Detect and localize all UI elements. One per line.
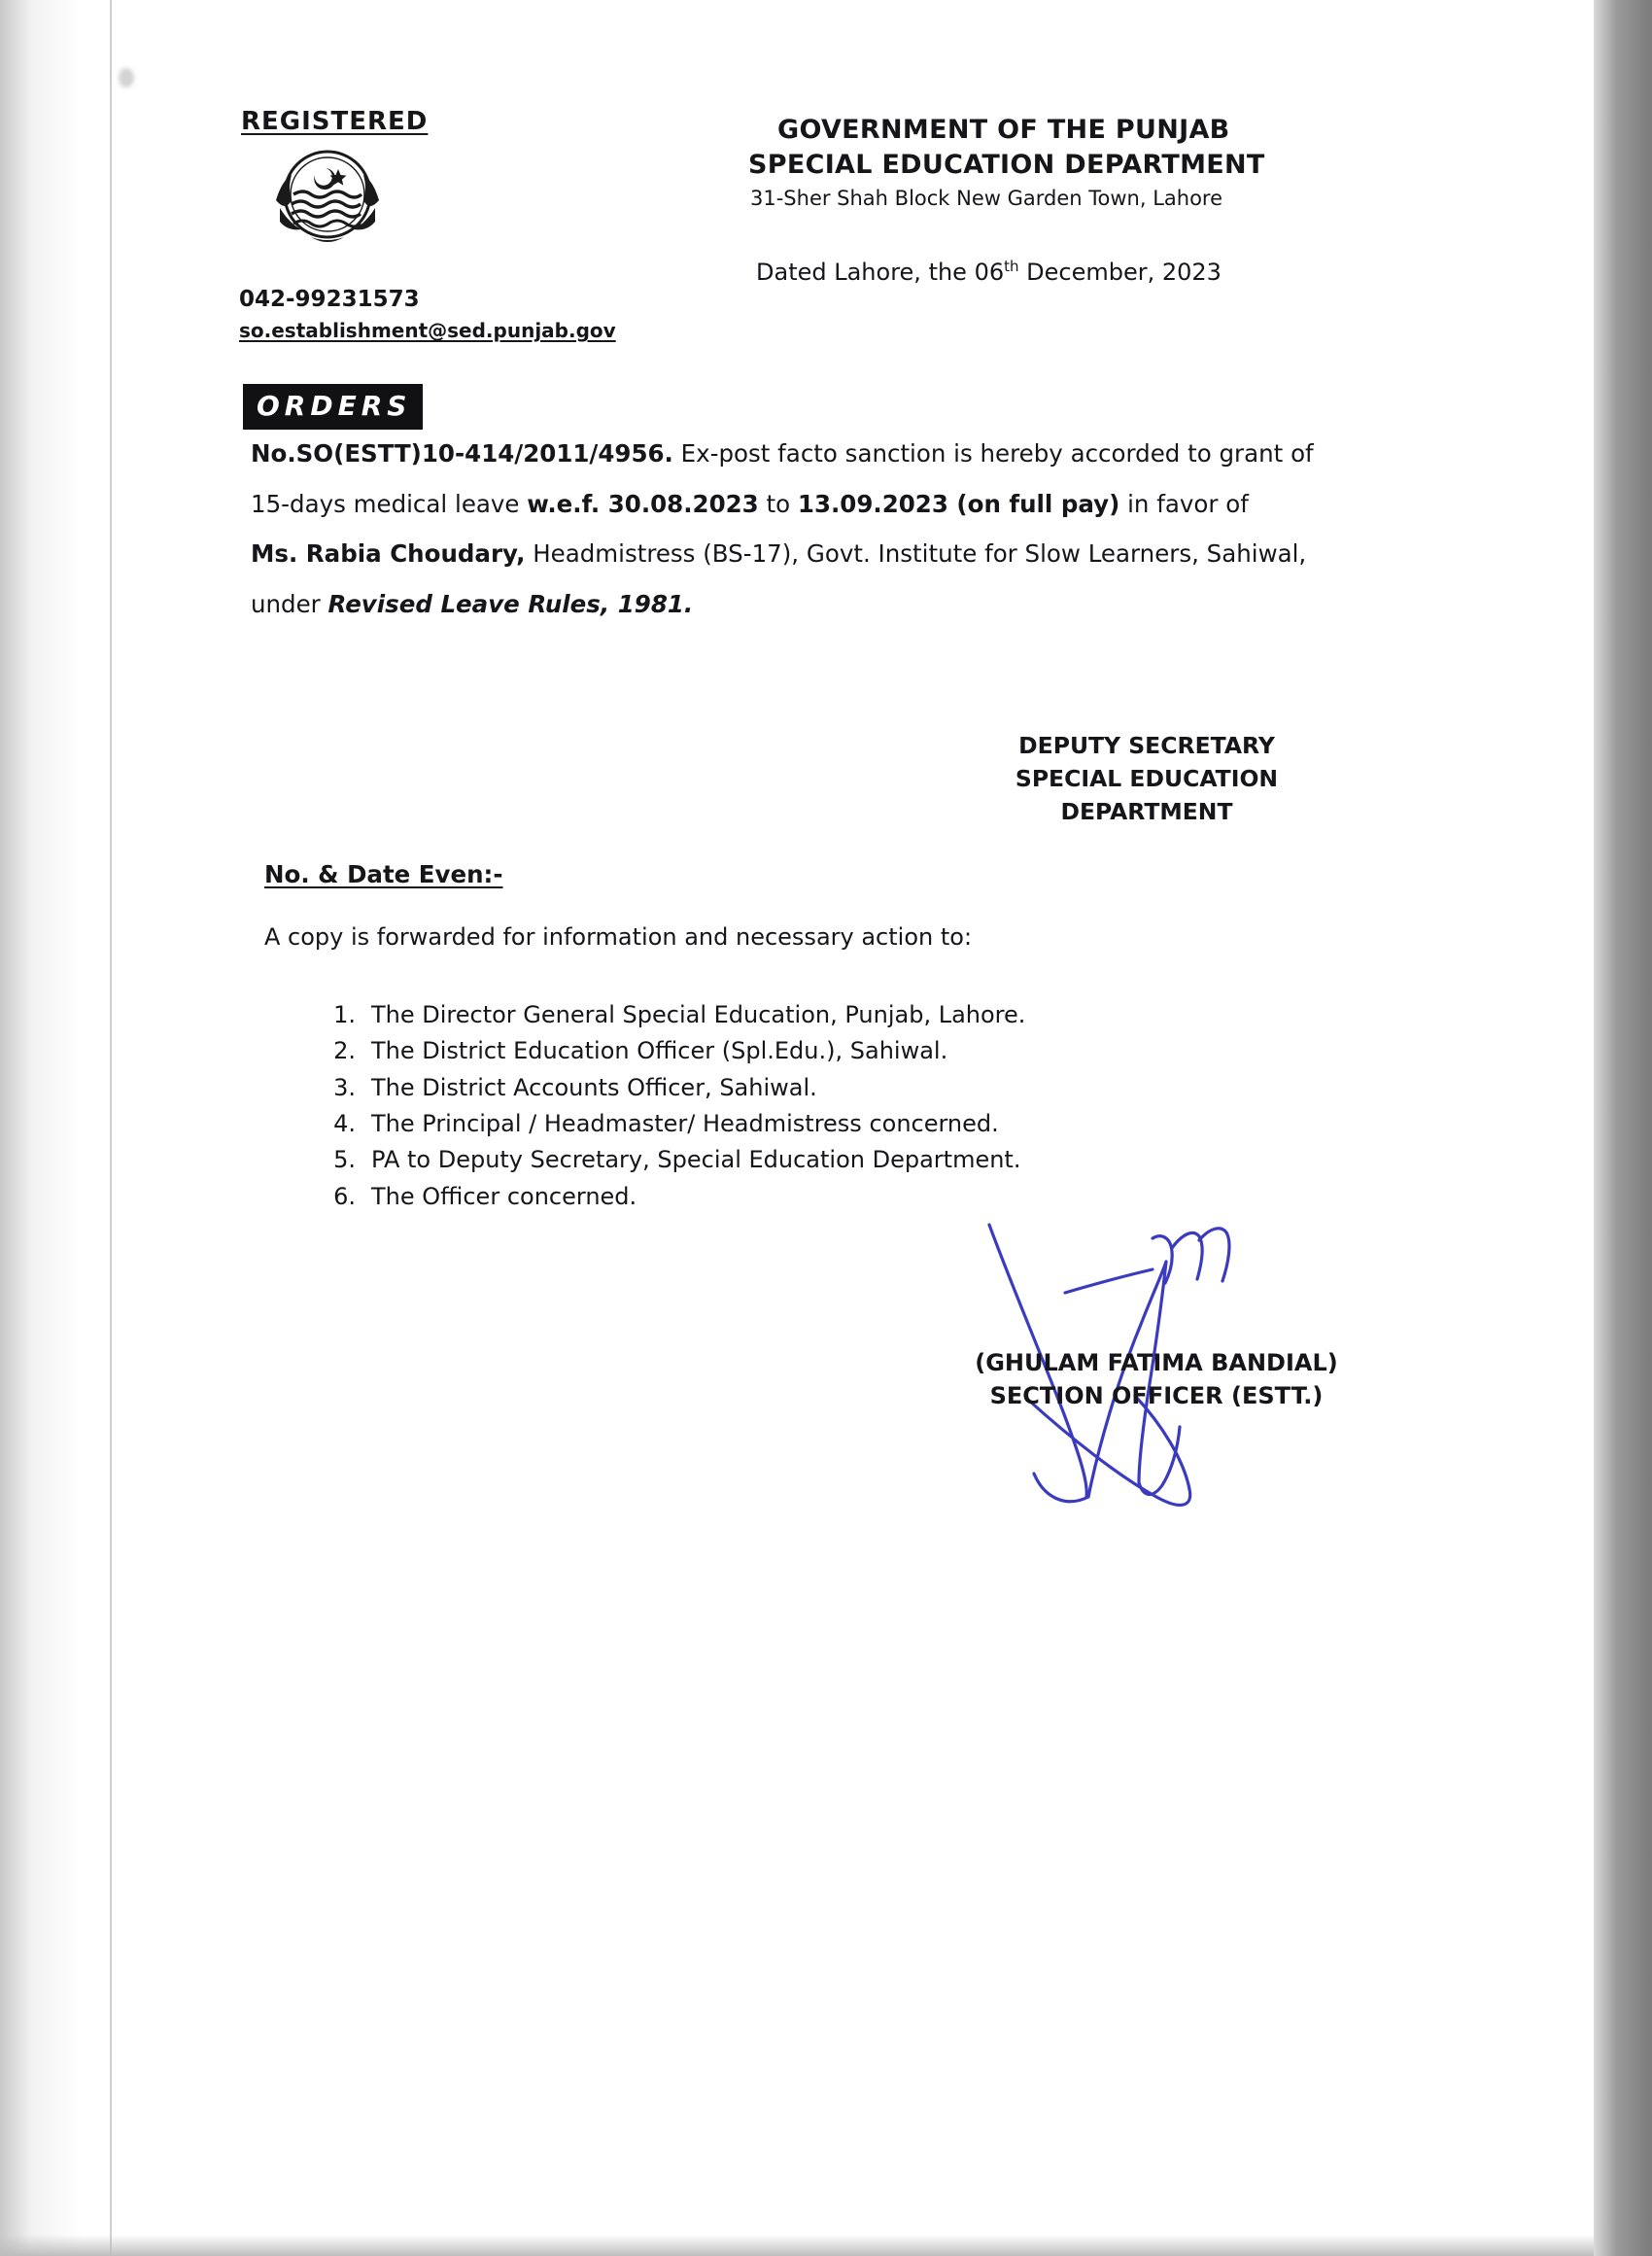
dated-line	[756, 258, 1222, 286]
list-item-number: 3.	[333, 1073, 356, 1101]
contact-phone: 042-99231573	[239, 287, 420, 312]
list-item-number: 5.	[333, 1146, 356, 1174]
punjab-government-crest-icon	[255, 144, 400, 253]
copy-forwarded-text: A copy is forwarded for information and necessary action to:	[264, 923, 973, 951]
list-item-label: The Director General Special Education, Punjab, Lahore.	[371, 1001, 1026, 1028]
department-address: 31-Sher Shah Block New Garden Town, Lahore	[750, 187, 1223, 210]
rules-prefix: under	[251, 589, 328, 618]
list-item	[313, 1074, 1285, 1101]
endorsement-heading: No. & Date Even:-	[264, 860, 503, 888]
list-item	[313, 1001, 1285, 1028]
list-item-number: 2.	[333, 1037, 356, 1065]
list-item-label: The Principal / Headmaster/ Headmistress concerned.	[371, 1109, 999, 1137]
contact-email: so.establishment@sed.punjab.gov	[239, 319, 616, 342]
order-body-line-1-text: Ex-post facto sanction is hereby accorded to grant of	[672, 439, 1314, 468]
officer-name: Ms. Rabia Choudary,	[251, 539, 526, 568]
issuing-authority-block	[991, 729, 1302, 828]
order-body	[251, 439, 1397, 642]
rules-reference: Revised Leave Rules, 1981.	[327, 589, 694, 618]
list-item-label: The District Accounts Officer, Sahiwal.	[371, 1073, 817, 1101]
officer-designation-text: Headmistress (BS-17), Govt. Institute for Slow Learners, Sahiwal,	[525, 539, 1307, 568]
order-body-line-1	[251, 439, 1397, 468]
list-item-number: 6.	[333, 1182, 356, 1210]
signer-name: (GHULAM FATIMA BANDIAL)	[975, 1349, 1338, 1376]
page-right-shadow	[1594, 0, 1652, 2256]
order-reference-number: No.SO(ESTT)10-414/2011/4956.	[251, 439, 673, 468]
list-item	[313, 1037, 1285, 1064]
department-title-line-2: SPECIAL EDUCATION DEPARTMENT	[748, 150, 1265, 180]
order-body-line-2-tail: in favor of	[1119, 489, 1249, 518]
list-item-label: PA to Deputy Secretary, Special Education Department.	[371, 1146, 1021, 1174]
dated-superscript: th	[1004, 258, 1019, 275]
order-body-line-2	[251, 489, 1397, 518]
dated-suffix: December, 2023	[1018, 259, 1222, 286]
authority-line-1: DEPUTY SECRETARY	[1018, 732, 1275, 759]
signer-designation: SECTION OFFICER (ESTT.)	[989, 1382, 1324, 1410]
leave-start-date: w.e.f. 30.08.2023	[527, 489, 759, 518]
signer-block	[933, 1346, 1380, 1412]
government-title-line-1: GOVERNMENT OF THE PUNJAB	[777, 115, 1230, 145]
list-item-number: 4.	[333, 1109, 356, 1137]
list-item-label: The Officer concerned.	[371, 1182, 637, 1210]
orders-heading: ORDERS	[243, 384, 423, 430]
distribution-list	[313, 1001, 1285, 1219]
leave-end-date: 13.09.2023 (on full pay)	[797, 489, 1120, 518]
order-body-line-3	[251, 539, 1397, 568]
list-item-number: 1.	[333, 1001, 356, 1028]
list-item	[313, 1110, 1285, 1137]
order-body-line-4	[251, 589, 1397, 618]
dated-prefix: Dated Lahore, the 06	[756, 259, 1005, 286]
page-bottom-shading	[0, 2235, 1594, 2256]
list-item	[313, 1146, 1285, 1173]
registered-stamp: REGISTERED	[241, 107, 429, 136]
leave-date-connector: to	[758, 489, 798, 518]
authority-line-3: DEPARTMENT	[1060, 798, 1233, 826]
leave-duration-text: 15-days medical leave	[251, 489, 528, 518]
authority-line-2: SPECIAL EDUCATION	[1015, 765, 1279, 793]
list-item-label: The District Education Officer (Spl.Edu.), Sahiwal.	[371, 1037, 948, 1065]
